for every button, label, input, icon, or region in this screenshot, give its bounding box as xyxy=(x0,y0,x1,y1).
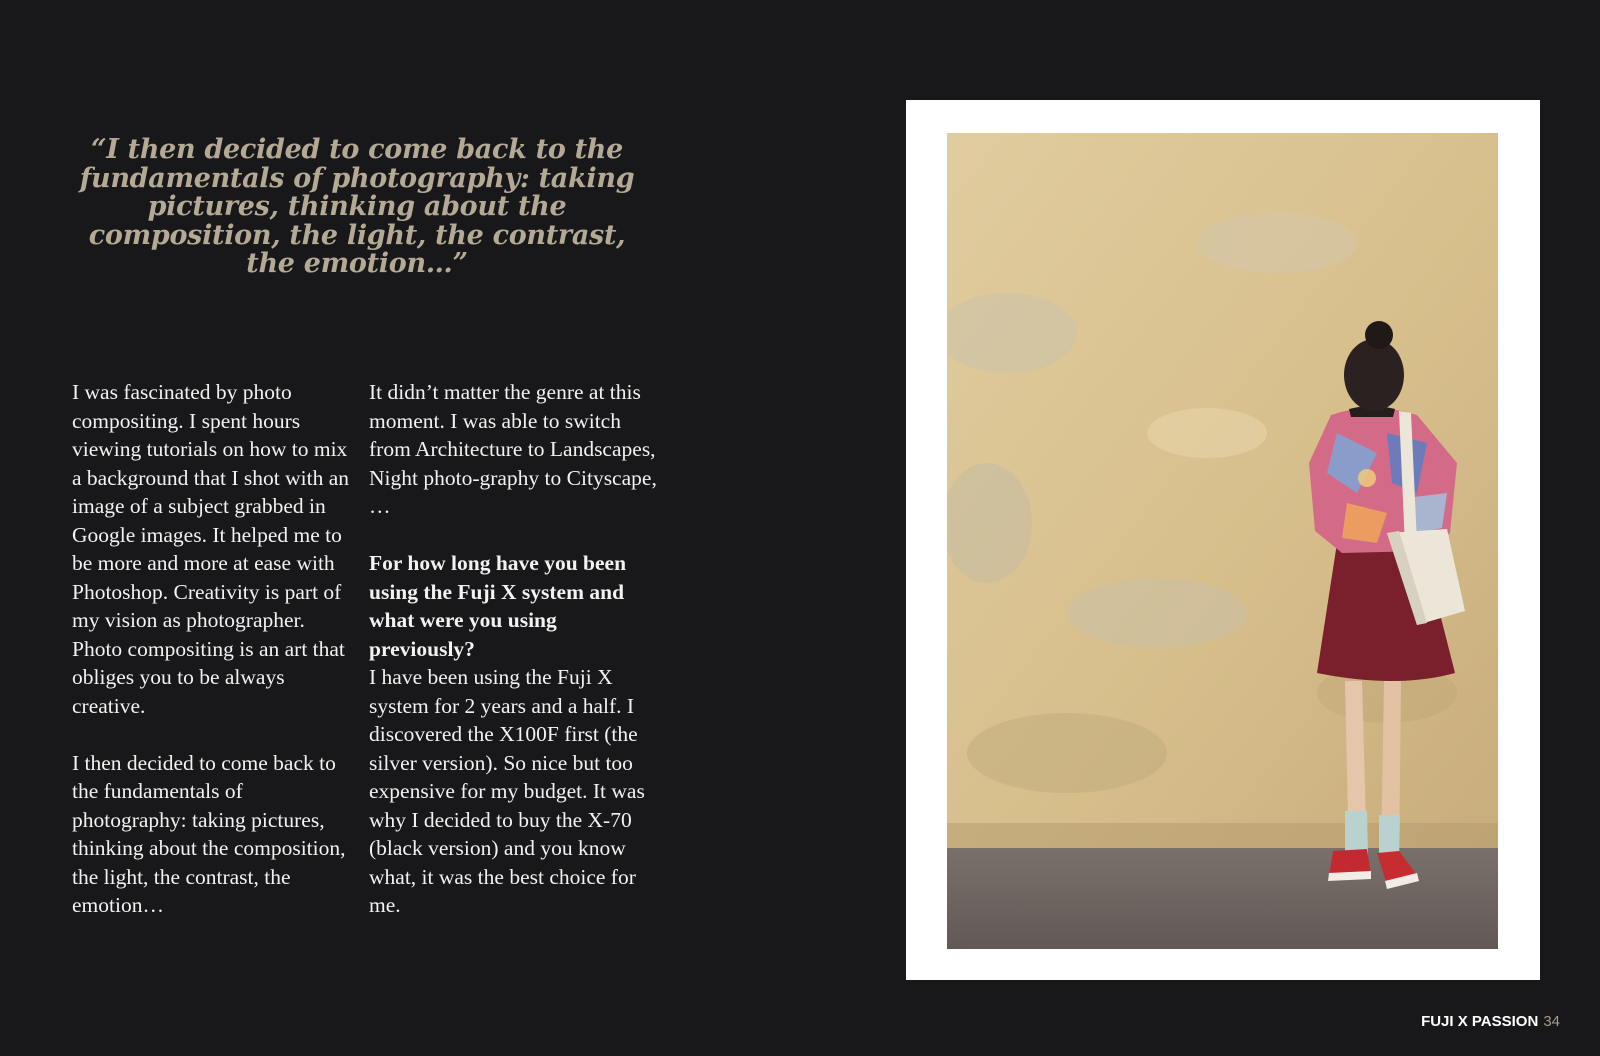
interview-question: For how long have you been using the Fuji X system and what were you using previously? xyxy=(369,551,627,661)
page-footer xyxy=(1421,1012,1560,1032)
article-column-right xyxy=(369,378,659,948)
photo-frame xyxy=(906,100,1540,980)
body-paragraph: I then decided to come back to the fundamentals of photography: taking pictures, thinking about the composition, the light, the contrast, the emotion… xyxy=(72,750,346,917)
photo-girl-at-wall xyxy=(947,133,1498,949)
ground xyxy=(947,848,1498,949)
magazine-brand: FUJI X PASSION xyxy=(1421,1013,1539,1030)
body-paragraph: It didn’t matter the genre at this moment. I was able to switch from Architecture to Landscapes, Night photo-graphy to Cityscape, … xyxy=(369,380,657,518)
pull-quote: “I then decided to come back to the fundamentals of photography: taking pictures, thinking about the composition, the light, the contrast, the emotion…” xyxy=(79,134,635,279)
article-column-left xyxy=(72,378,357,948)
page-number: 34 xyxy=(1543,1013,1560,1030)
interview-answer: I have been using the Fuji X system for 2 years and a half. I discovered the X100F first (the silver version). So nice but too expensive for my budget. It was why I decided to buy the X-70 (black version) and you know what, it was the best choice for me. xyxy=(369,665,645,917)
body-paragraph: I was fascinated by photo compositing. I spent hours viewing tutorials on how to mix a background that I shot with an image of a subject grabbed in Google images. It helped me to be more and more at ease with Photoshop. Creativity is part of my vision as photographer. Photo compositing is an art that obliges you to be always creative. xyxy=(72,380,350,718)
